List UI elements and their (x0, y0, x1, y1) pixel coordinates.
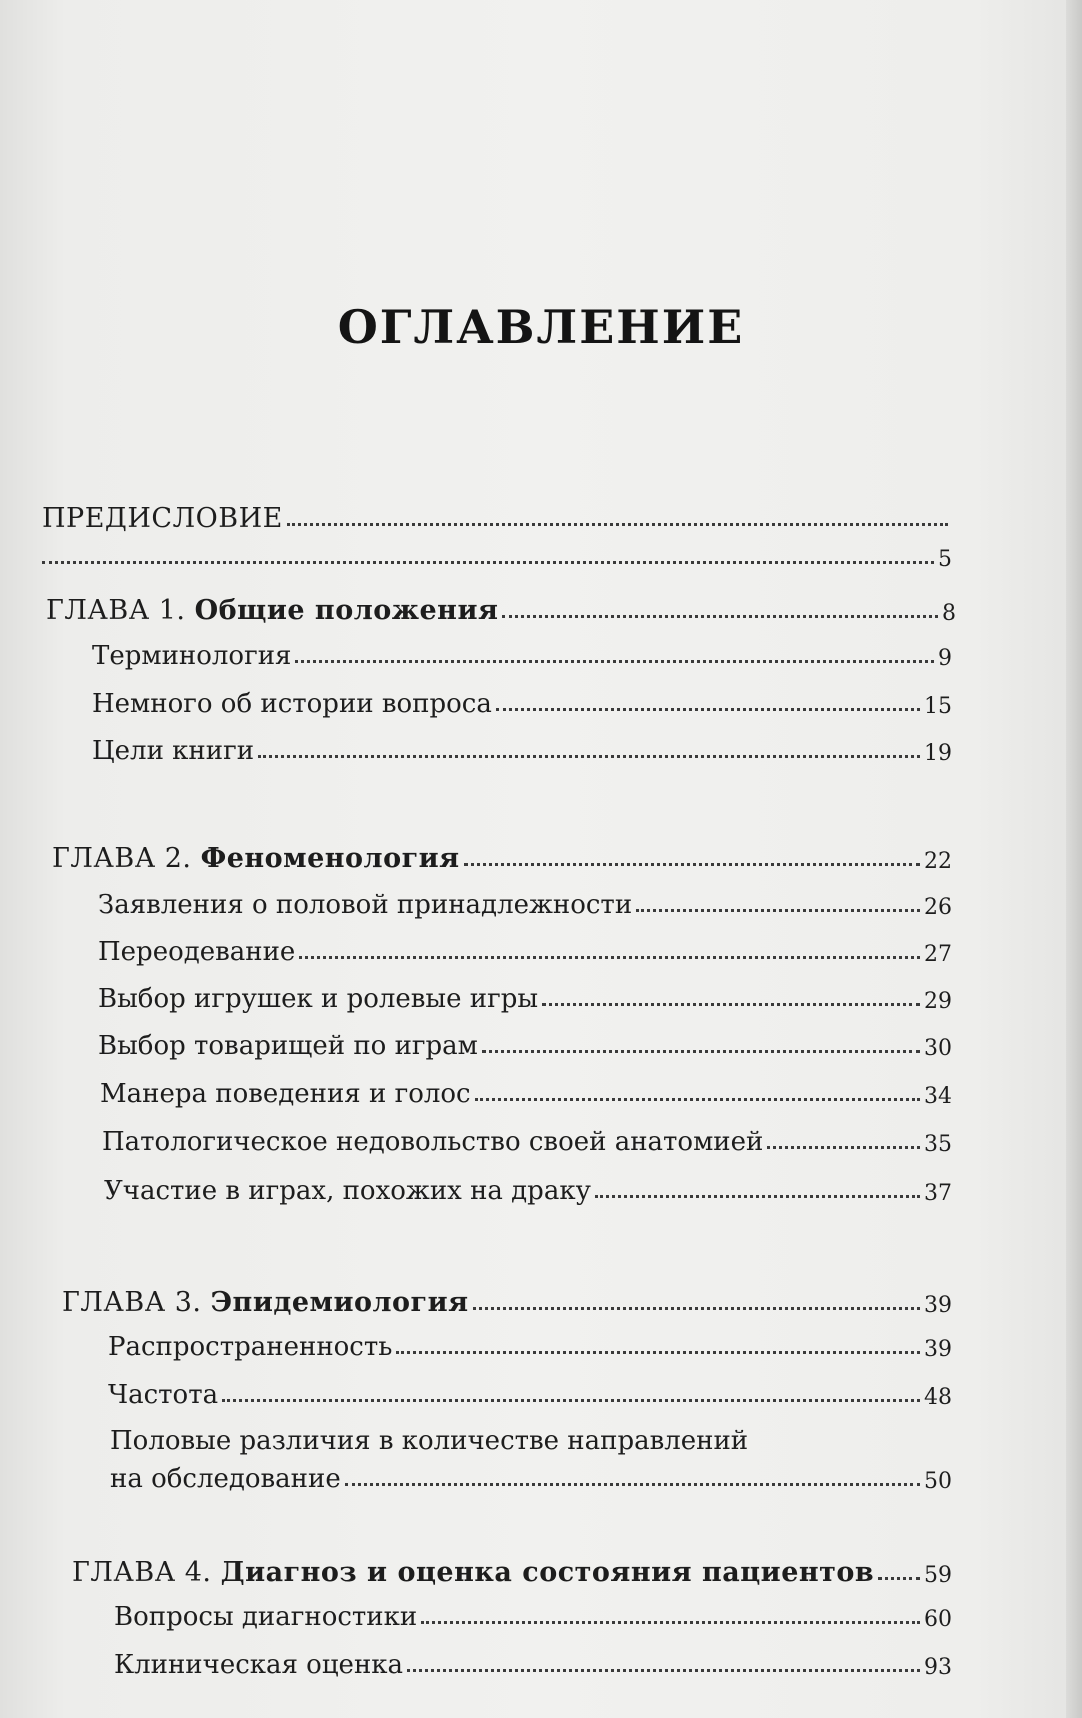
page-number: 34 (924, 1084, 952, 1109)
toc-entry-section: Заявления о половой принадлежности 26 (98, 890, 952, 920)
dot-leader (299, 956, 920, 959)
toc-entry-section: Выбор товарищей по играм 30 (98, 1031, 952, 1061)
toc-entry-section-line1: Половые различия в количестве направлений (110, 1426, 749, 1456)
dot-leader (502, 615, 938, 618)
dot-leader (222, 1399, 920, 1402)
dot-leader (595, 1195, 920, 1198)
dot-leader (407, 1669, 920, 1672)
entry-label: ГЛАВА 2. Феноменология (52, 843, 460, 874)
dot-leader (636, 909, 920, 912)
toc-entry-chapter-1 (46, 590, 956, 626)
toc-entry-section: Частота 48 (108, 1380, 952, 1410)
page-edge (1066, 0, 1082, 1718)
dot-leader (542, 1003, 920, 1006)
page-number: 37 (924, 1181, 952, 1206)
toc-entry-section: Цели книги 19 (92, 736, 952, 766)
toc-entry-chapter-3 (62, 1282, 952, 1318)
page-number: 26 (924, 895, 952, 920)
page-number: 50 (924, 1469, 952, 1494)
dot-leader (767, 1146, 920, 1149)
dot-leader (345, 1483, 920, 1486)
page-number: 22 (924, 849, 952, 874)
dot-leader (482, 1050, 920, 1053)
toc-entry-preface (42, 498, 952, 534)
toc-entry-section: Патологическое недовольство своей анатомией 35 (102, 1127, 952, 1157)
entry-label: ГЛАВА 3. Эпидемиология (62, 1287, 469, 1318)
page-number: 15 (924, 694, 952, 719)
toc-entry-section: Терминология 9 (92, 641, 952, 671)
dot-leader (473, 1307, 920, 1310)
page-number: 27 (924, 942, 952, 967)
page-number: 48 (924, 1385, 952, 1410)
page-number: 59 (924, 1563, 952, 1588)
dot-leader (421, 1621, 920, 1624)
entry-label: ПРЕДИСЛОВИЕ (42, 503, 283, 534)
toc-entry-section: Немного об истории вопроса 15 (92, 689, 952, 719)
toc-entry-chapter-4 (72, 1552, 952, 1588)
toc-entry-section: Манера поведения и голос 34 (100, 1079, 952, 1109)
dot-leader-line (42, 542, 952, 572)
dot-leader (464, 863, 920, 866)
page-number: 35 (924, 1132, 952, 1157)
toc-entry-section: Вопросы диагностики 60 (114, 1602, 952, 1632)
page-number: 93 (924, 1655, 952, 1680)
page-title: ОГЛАВЛЕНИЕ (337, 300, 745, 354)
toc-entry-section: Выбор игрушек и ролевые игры 29 (98, 984, 952, 1014)
page-number: 8 (942, 601, 956, 626)
dot-leader (878, 1577, 920, 1580)
dot-leader (496, 708, 920, 711)
page-number: 30 (924, 1036, 952, 1061)
page-number: 9 (938, 646, 952, 671)
toc-entry-section: Клиническая оценка 93 (114, 1650, 952, 1680)
dot-leader (258, 755, 920, 758)
toc-entry-section: Распространенность 39 (108, 1332, 952, 1362)
page-number: 60 (924, 1607, 952, 1632)
toc-entry-chapter-2 (52, 838, 952, 874)
dot-leader (475, 1098, 920, 1101)
toc-entry-section: Участие в играх, похожих на драку 37 (104, 1176, 952, 1206)
entry-label: ГЛАВА 1. Общие положения (46, 595, 499, 626)
page-number: 39 (924, 1337, 952, 1362)
page-number: 5 (938, 547, 952, 572)
page-number: 29 (924, 989, 952, 1014)
toc-entry-section: Переодевание 27 (98, 937, 952, 967)
entry-label: ГЛАВА 4. Диагноз и оценка состояния пациентов (72, 1557, 875, 1588)
page-number: 39 (924, 1293, 952, 1318)
dot-leader (295, 660, 934, 663)
dot-leader (287, 523, 948, 526)
toc-entry-section: на обследование 50 (110, 1464, 952, 1494)
dot-leader (396, 1351, 920, 1354)
page-number: 19 (924, 741, 952, 766)
